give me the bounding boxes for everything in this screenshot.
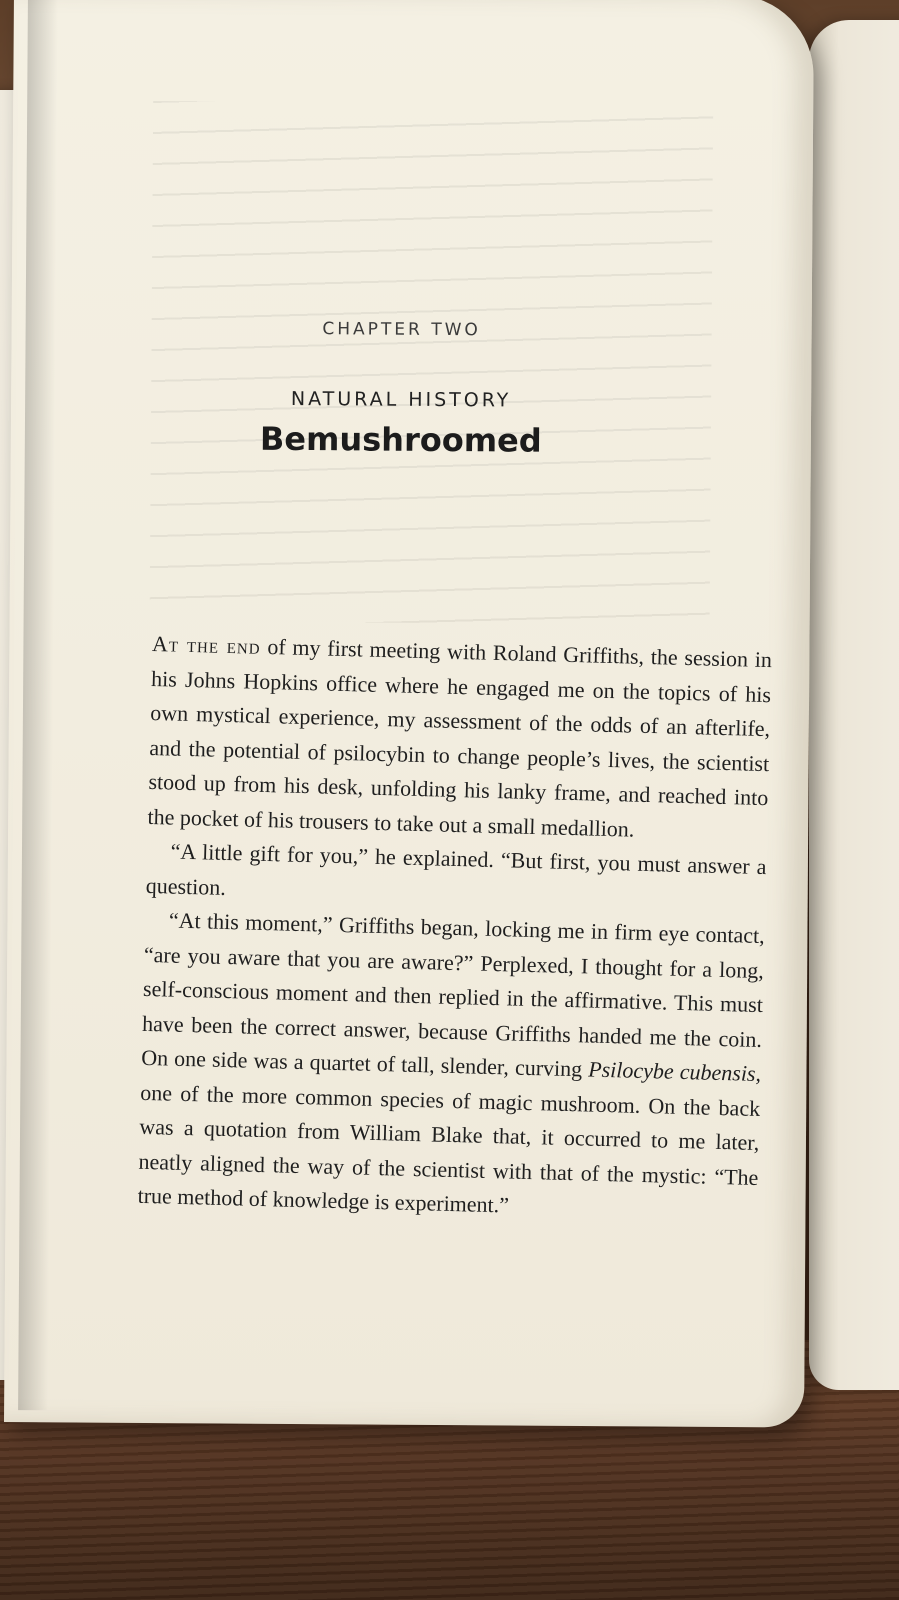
paragraph-3-text-b: one of the more common species of magic mushroom. On the back was a quotation from William Blake that, it occurred to me later, neatly aligned the way of the scientist with that of the mystic: “The true method of knowledge is experiment.” — [137, 1079, 761, 1218]
show-through-text — [150, 101, 714, 625]
body-text — [137, 627, 772, 1230]
paragraph-1-text: of my first meeting with Roland Griffiths, the session in his Johns Hopkins office where he engaged me on the topics of his own mystical experience, my assessment of the odds of an afterlife, and the potential of psilocybin to change people’s lives, the scientist stood up from his desk, unfolding his lanky frame, and reached into the pocket of his trousers to take out a small medallion. — [147, 633, 773, 842]
paragraph-2: “A little gift for you,” he explained. “But first, you must answer a question. — [145, 838, 767, 900]
paragraph-1 — [147, 627, 772, 850]
right-page-edge — [809, 20, 899, 1390]
species-name-italic: Psilocybe cubensis, — [587, 1056, 762, 1087]
paragraph-3 — [137, 903, 765, 1230]
book-page — [4, 0, 814, 1428]
paragraph-3-text-a: “At this moment,” Griffiths began, locking me in firm eye contact, “are you aware that you are aware?” Perplexed, I thought for a long, self-conscious moment and then replied in the affirmative. This must have been the correct answer, because Griffiths handed me the coin. On one side was a quartet of tall, slender, curving — [140, 907, 766, 1082]
section-title: NATURAL HISTORY — [290, 387, 512, 412]
paragraph-lead-smallcaps: At the end — [151, 630, 261, 659]
chapter-number: CHAPTER TWO — [322, 319, 481, 341]
chapter-title: Bemushroomed — [259, 419, 542, 460]
gutter-shadow — [18, 0, 58, 1410]
